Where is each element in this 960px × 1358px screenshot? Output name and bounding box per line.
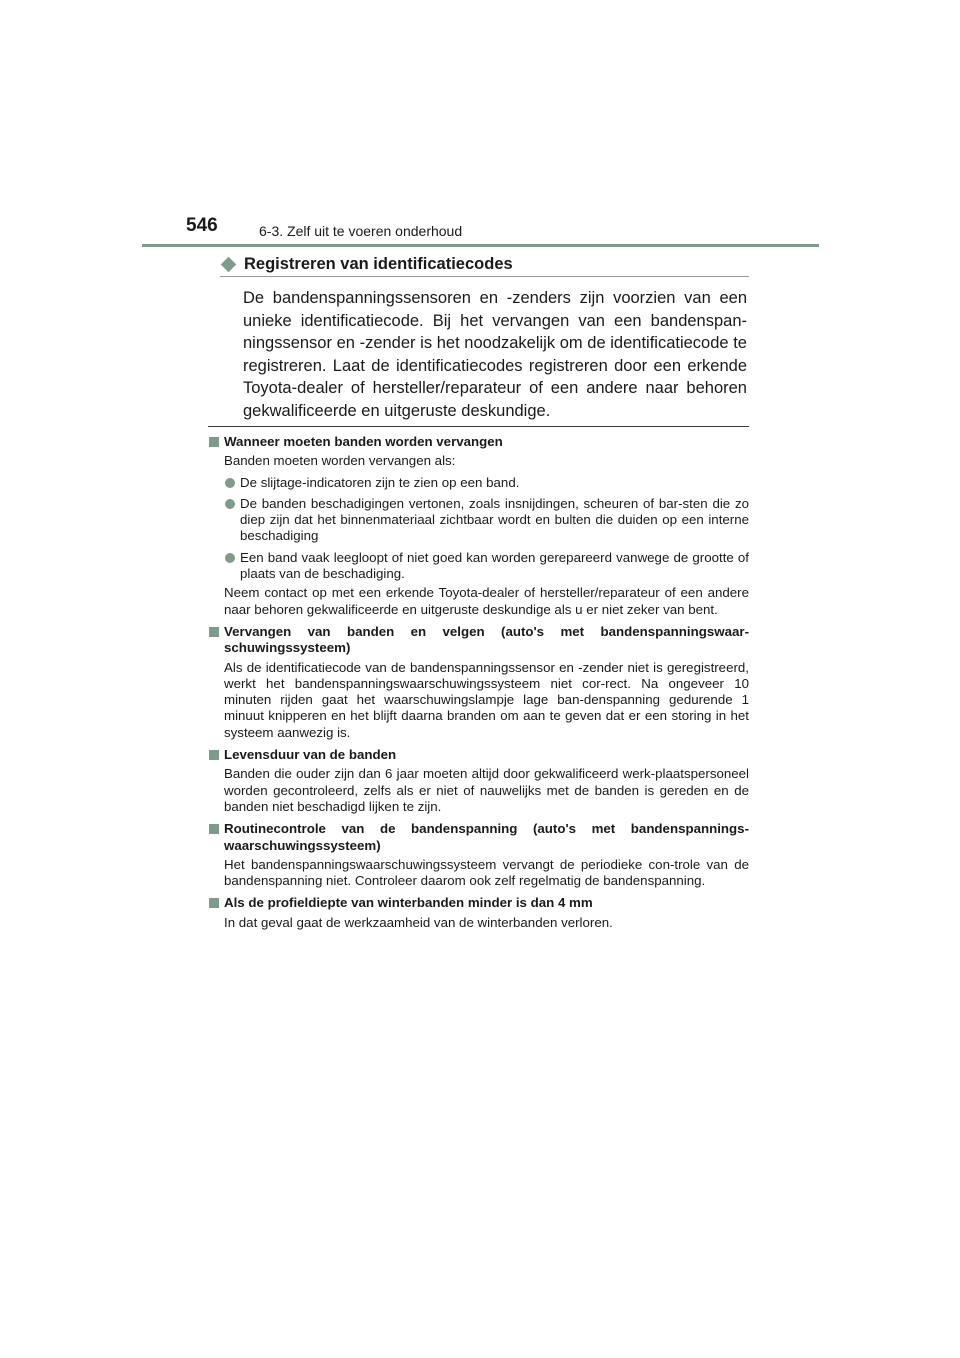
dot-icon	[225, 478, 235, 488]
note-title-text: Routinecontrole van de bandenspanning (auto's met bandenspannings-waarschuwingssysteem)	[224, 821, 749, 853]
bullet-item	[208, 550, 749, 583]
note-text: Banden die ouder zijn dan 6 jaar moeten altijd door gekwalificeerd werk-plaatspersoneel worden gecontroleerd, zelfs als er niet of nauwelijks met de banden is gereden en de banden niet beschadigd lijken te zijn.	[224, 766, 749, 814]
subsection-intro: De bandenspanningssensoren en -zenders zijn voorzien van een unieke identificatiecode. Bij het vervangen van een bandenspan-ningssensor en -zender is het noodzakelijk om de identificatiecode te registreren. Laat de identificatiecodes registreren door een erkende Toyota-dealer of hersteller/reparateur of een andere naar behoren gekwalificeerde en uitgeruste deskundige.	[243, 289, 747, 420]
body-rule	[208, 426, 749, 427]
square-icon	[209, 824, 219, 834]
header-rule	[142, 244, 819, 247]
subsection-heading	[220, 254, 748, 274]
note-title-text: Levensduur van de banden	[224, 747, 397, 763]
note-trailing-text: Neem contact op met een erkende Toyota-dealer of hersteller/reparateur of een andere naar behoren gekwalificeerde en uitgeruste deskundige als u er niet zeker van bent.	[224, 585, 749, 617]
bullet-text: De banden beschadigingen vertonen, zoals insnijdingen, scheuren of bar-sten die zo diep zijn dat het binnenmateriaal zichtbaar wordt en bulten die duiden op een interne beschadiging	[240, 495, 749, 544]
note-text: Als de identificatiecode van de bandenspanningssensor en -zender niet is geregistreerd, werkt het bandenspanningswaarschuwingssysteem niet cor-rect. Na ongeveer 10 minuten rijden gaat het waarschuwingslampje lage ban-denspanning gedurende 1 minuut knipperen en het blijft daarna branden om aan te geven dat er een storing in het systeem aanwezig is.	[224, 659, 749, 740]
diamond-icon	[221, 256, 237, 272]
page-number: 546	[186, 215, 218, 236]
note-title	[208, 624, 749, 657]
note-title	[208, 747, 749, 763]
note-title-text: Vervangen van banden en velgen (auto's met bandenspanningswaar-schuwingssysteem)	[224, 623, 749, 656]
note-tire-lifespan	[208, 747, 749, 815]
subsection-rule	[220, 276, 749, 277]
note-lead: Banden moeten worden vervangen als:	[224, 453, 456, 469]
dot-icon	[225, 499, 235, 509]
note-winter-tire-depth	[208, 895, 749, 931]
note-tire-replacement	[208, 434, 749, 618]
note-title-text: Als de profieldiepte van winterbanden minder is dan 4 mm	[224, 895, 593, 911]
square-icon	[209, 898, 219, 908]
bullet-item	[208, 496, 749, 545]
bullet-text: De slijtage-indicatoren zijn te zien op een band.	[240, 474, 520, 490]
square-icon	[209, 437, 219, 447]
note-text: Het bandenspanningswaarschuwingssysteem vervangt de periodieke con-trole van de bandenspanning niet. Controleer daarom ook zelf regelmatig de bandenspanning.	[224, 856, 749, 889]
note-title-text: Wanneer moeten banden worden vervangen	[224, 434, 503, 449]
bullet-text: Een band vaak leegloopt of niet goed kan worden gerepareerd vanwege de grootte of plaats van de beschadiging.	[240, 549, 749, 582]
note-routine-pressure-check	[208, 821, 749, 889]
square-icon	[209, 627, 219, 637]
subsection-title: Registreren van identificatiecodes	[244, 255, 513, 273]
bullet-item	[208, 475, 749, 491]
note-title	[208, 434, 749, 450]
note-text: In dat geval gaat de werkzaamheid van de winterbanden verloren.	[224, 914, 613, 930]
square-icon	[209, 750, 219, 760]
note-tire-wheel-replacement	[208, 624, 749, 741]
dot-icon	[225, 553, 235, 563]
section-title: 6-3. Zelf uit te voeren onderhoud	[259, 223, 463, 239]
note-title	[208, 895, 749, 911]
note-title	[208, 821, 749, 854]
notes-section	[208, 434, 749, 937]
